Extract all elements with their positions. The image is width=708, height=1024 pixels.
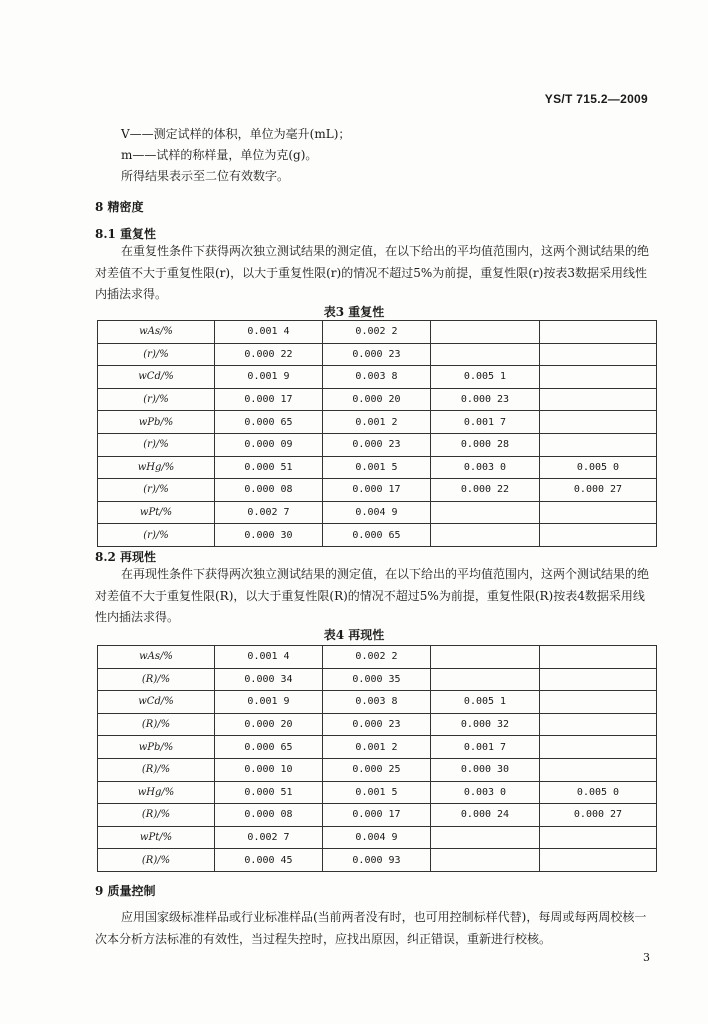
table-row	[98, 713, 657, 736]
value-cell	[431, 646, 540, 669]
section-8-heading: 8 精密度	[95, 200, 144, 214]
table-row	[98, 781, 657, 804]
value-cell: 0.000 20	[323, 388, 431, 411]
value-cell: 0.003 0	[431, 456, 540, 479]
table-row	[98, 804, 657, 827]
reproducibility-paragraph	[95, 564, 655, 629]
value-cell: 0.000 10	[215, 758, 323, 781]
row-label-cell: (r)/%	[98, 343, 215, 366]
value-cell: 0.002 2	[323, 321, 431, 344]
value-cell: 0.000 24	[431, 804, 540, 827]
value-cell	[540, 321, 657, 344]
row-label-cell: wAs/%	[98, 321, 215, 344]
value-cell	[431, 849, 540, 872]
value-cell: 0.000 27	[540, 804, 657, 827]
value-cell: 0.004 9	[323, 826, 431, 849]
value-cell: 0.000 25	[323, 758, 431, 781]
row-label-cell: wCd/%	[98, 691, 215, 714]
value-cell	[540, 691, 657, 714]
value-cell: 0.001 5	[323, 456, 431, 479]
row-label-cell: wHg/%	[98, 456, 215, 479]
value-cell: 0.004 9	[323, 501, 431, 524]
value-cell	[431, 501, 540, 524]
value-cell	[431, 321, 540, 344]
value-cell	[540, 388, 657, 411]
row-label-cell: (r)/%	[98, 433, 215, 456]
row-label-cell: wPb/%	[98, 411, 215, 434]
value-cell: 0.000 08	[215, 479, 323, 502]
value-cell: 0.000 17	[323, 479, 431, 502]
table-row	[98, 646, 657, 669]
value-cell: 0.000 22	[215, 343, 323, 366]
value-cell: 0.000 27	[540, 479, 657, 502]
value-cell: 0.000 30	[431, 758, 540, 781]
value-cell	[540, 433, 657, 456]
value-cell: 0.000 23	[323, 713, 431, 736]
value-cell	[431, 826, 540, 849]
value-cell: 0.003 8	[323, 366, 431, 389]
value-cell: 0.000 28	[431, 433, 540, 456]
section-8-2-heading: 8.2 再现性	[95, 550, 157, 564]
value-cell: 0.005 1	[431, 691, 540, 714]
table-row	[98, 343, 657, 366]
value-cell: 0.001 9	[215, 366, 323, 389]
value-cell	[431, 668, 540, 691]
value-cell: 0.000 30	[215, 524, 323, 547]
table-row	[98, 479, 657, 502]
value-cell	[431, 343, 540, 366]
value-cell: 0.005 0	[540, 781, 657, 804]
value-cell	[431, 524, 540, 547]
section-9-heading: 9 质量控制	[95, 884, 156, 898]
value-cell	[540, 411, 657, 434]
value-cell: 0.001 5	[323, 781, 431, 804]
table-row	[98, 433, 657, 456]
row-label-cell: (r)/%	[98, 479, 215, 502]
table-row	[98, 668, 657, 691]
table-4-body	[98, 646, 657, 872]
table-row	[98, 691, 657, 714]
table-row	[98, 826, 657, 849]
value-cell	[540, 736, 657, 759]
row-label-cell: wCd/%	[98, 366, 215, 389]
row-label-cell: wPb/%	[98, 736, 215, 759]
quality-control-paragraph	[95, 907, 655, 950]
table-row	[98, 501, 657, 524]
repeatability-text: 在重复性条件下获得两次独立测试结果的测定值，在以下给出的平均值范围内，这两个测试结果的绝对差值不大于重复性限(r)，以大于重复性限(r)的情况不超过5%为前提，重复性限(r)按表3数据采用线性内插法求得。	[95, 244, 650, 301]
row-label-cell: (r)/%	[98, 388, 215, 411]
value-cell: 0.000 35	[323, 668, 431, 691]
value-cell	[540, 849, 657, 872]
quality-control-text: 应用国家级标准样品或行业标准样品(当前两者没有时，也可用控制标样代替)，每周或每两周校核一次本分析方法标准的有效性，当过程失控时，应找出原因，纠正错误，重新进行校核。	[95, 910, 647, 946]
table-row	[98, 849, 657, 872]
row-label-cell: (R)/%	[98, 713, 215, 736]
table-row	[98, 524, 657, 547]
value-cell	[540, 826, 657, 849]
row-label-cell: (R)/%	[98, 804, 215, 827]
variable-v-definition: V——测定试样的体积，单位为毫升(mL)；	[121, 127, 351, 141]
table-3-title: 表3 重复性	[323, 305, 385, 319]
table-3-body	[98, 321, 657, 547]
value-cell	[540, 713, 657, 736]
value-cell: 0.000 93	[323, 849, 431, 872]
value-cell: 0.000 65	[215, 736, 323, 759]
table-row	[98, 411, 657, 434]
value-cell: 0.001 7	[431, 411, 540, 434]
value-cell: 0.000 34	[215, 668, 323, 691]
row-label-cell: wPt/%	[98, 501, 215, 524]
variable-m-definition: m——试样的称样量，单位为克(g)。	[121, 148, 318, 162]
value-cell: 0.000 65	[323, 524, 431, 547]
row-label-cell: (r)/%	[98, 524, 215, 547]
standard-code: YS/T 715.2—2009	[544, 92, 648, 106]
value-cell: 0.000 17	[215, 388, 323, 411]
value-cell: 0.000 23	[431, 388, 540, 411]
section-8-1-heading: 8.1 重复性	[95, 227, 157, 241]
row-label-cell: wHg/%	[98, 781, 215, 804]
row-label-cell: wAs/%	[98, 646, 215, 669]
value-cell: 0.002 7	[215, 501, 323, 524]
table-row	[98, 366, 657, 389]
repeatability-paragraph	[95, 241, 655, 306]
value-cell: 0.000 51	[215, 456, 323, 479]
value-cell: 0.001 4	[215, 646, 323, 669]
table-row	[98, 758, 657, 781]
row-label-cell: (R)/%	[98, 668, 215, 691]
value-cell: 0.000 23	[323, 433, 431, 456]
reproducibility-text: 在再现性条件下获得两次独立测试结果的测定值，在以下给出的平均值范围内，这两个测试结果的绝对差值不大于重复性限(R)，以大于重复性限(R)的情况不超过5%为前提，重复性限(R)按表4数据采用线性内插法求得。	[95, 567, 650, 624]
value-cell: 0.000 22	[431, 479, 540, 502]
value-cell	[540, 501, 657, 524]
value-cell: 0.002 2	[323, 646, 431, 669]
row-label-cell: wPt/%	[98, 826, 215, 849]
table-4-title: 表4 再现性	[323, 628, 385, 642]
table-3-repeatability	[97, 320, 657, 547]
value-cell: 0.003 0	[431, 781, 540, 804]
value-cell: 0.002 7	[215, 826, 323, 849]
value-cell: 0.000 32	[431, 713, 540, 736]
row-label-cell: (R)/%	[98, 758, 215, 781]
value-cell	[540, 524, 657, 547]
value-cell: 0.000 45	[215, 849, 323, 872]
value-cell: 0.001 7	[431, 736, 540, 759]
page-number: 3	[643, 951, 650, 964]
value-cell: 0.000 17	[323, 804, 431, 827]
result-precision-note: 所得结果表示至二位有效数字。	[121, 169, 290, 183]
table-row	[98, 736, 657, 759]
value-cell: 0.000 08	[215, 804, 323, 827]
table-row	[98, 456, 657, 479]
table-4-reproducibility	[97, 645, 657, 872]
row-label-cell: (R)/%	[98, 849, 215, 872]
value-cell: 0.000 23	[323, 343, 431, 366]
value-cell: 0.000 09	[215, 433, 323, 456]
value-cell: 0.000 65	[215, 411, 323, 434]
table-row	[98, 388, 657, 411]
value-cell	[540, 343, 657, 366]
value-cell: 0.000 20	[215, 713, 323, 736]
value-cell	[540, 646, 657, 669]
table-row	[98, 321, 657, 344]
value-cell: 0.003 8	[323, 691, 431, 714]
value-cell: 0.001 9	[215, 691, 323, 714]
value-cell: 0.000 51	[215, 781, 323, 804]
value-cell	[540, 366, 657, 389]
value-cell: 0.005 0	[540, 456, 657, 479]
value-cell	[540, 758, 657, 781]
value-cell: 0.001 4	[215, 321, 323, 344]
value-cell: 0.001 2	[323, 411, 431, 434]
value-cell	[540, 668, 657, 691]
value-cell: 0.001 2	[323, 736, 431, 759]
value-cell: 0.005 1	[431, 366, 540, 389]
